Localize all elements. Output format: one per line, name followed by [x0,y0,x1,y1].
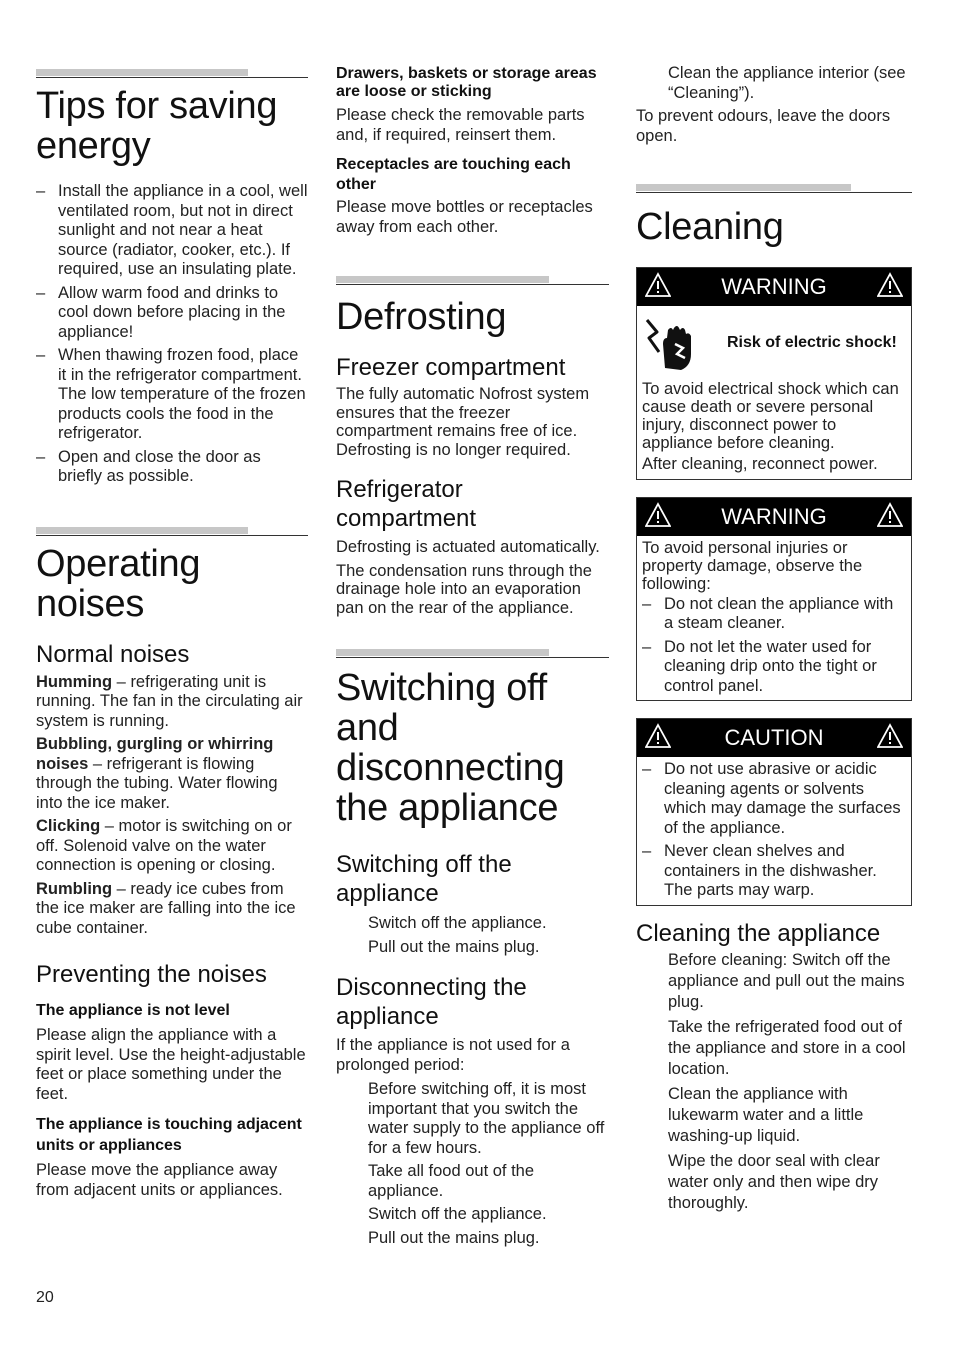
warning-header [637,268,911,306]
refrigerator-text-1: Defrosting is actuated automatically. [336,538,600,556]
warning-text: After cleaning, reconnect power. [642,455,878,473]
electric-shock-hand-icon [641,314,697,372]
section-rule [336,276,609,285]
switch-off-heading: Switching off the appliance [336,851,512,907]
warning-box-shock [636,267,912,480]
section-rule [336,649,609,658]
touching-text: Please move the appliance away from adjacent units or appliances. [36,1161,283,1199]
clicking-paragraph: Clicking – motor is switching on or off. Solenoid valve on the water connection is opening or closing. [36,817,292,874]
cleaning-title: Cleaning [636,206,784,248]
receptacles-text: Please move bottles or receptacles away from each other. [336,198,593,236]
column-3 [636,0,912,1214]
freezer-text: The fully automatic Nofrost system ensures that the freezer compartment remains free of ice. Defrosting is no longer required. [336,385,590,459]
refrigerator-text-2: The condensation runs through the drainage hole into an evaporation pan on the rear of the appliance. [336,561,592,617]
warning-header [637,498,911,536]
warning-box-injury [636,497,912,702]
step: Pull out the mains plug. [368,937,540,956]
tips-title: Tips for saving energy [36,85,278,167]
bubbling-paragraph: Bubbling, gurgling or whirring noises – refrigerant is flowing through the tubing. Water flowing into the ice maker. [36,735,278,812]
disconnect-intro: If the appliance is not used for a prolonged period: [336,1036,570,1074]
list-item: – Do not use abrasive or acidic cleaning agents or solvents which may damage the surfaces of the appliance. [642,760,906,838]
step: Before switching off, it is most important that you switch the water supply to the appliance off for a few hours. [368,1080,605,1157]
step: Switch off the appliance. [368,914,547,932]
receptacles-heading: Receptacles are touching each other [336,156,571,193]
risk-text: Risk of electric shock! [727,334,897,351]
warning-text: To avoid electrical shock which can cause death or severe personal injury, disconnect power to appliance before cleaning. [642,380,899,452]
step: Clean the appliance with lukewarm water and a little washing-up liquid. [668,1084,864,1145]
drawers-heading: Drawers, baskets or storage areas are loose or sticking [336,65,597,100]
section-rule [636,184,912,193]
not-level-heading: The appliance is not level [36,1002,230,1019]
step: Wipe the door seal with clear water only and then wipe dry thoroughly. [668,1151,880,1212]
noises-title: Operating noises [36,542,201,625]
drawers-text: Please check the removable parts and, if required, reinsert them. [336,106,585,144]
touching-heading: The appliance is touching adjacent units or appliances [36,1116,302,1154]
list-item: – Open and close the door as briefly as possible. [36,448,308,487]
section-rule [36,527,308,536]
column-2 [336,0,609,1248]
step: Take all food out of the appliance. [368,1162,535,1200]
freezer-heading: Freezer compartment [336,354,566,381]
normal-noises-heading: Normal noises [36,640,190,668]
step: Switch off the appliance. [368,1205,547,1223]
caution-header [637,719,911,757]
caution-box [636,718,912,906]
humming-paragraph: Humming – refrigerating unit is running. The fan in the circulating air system is running. [36,672,303,730]
odours-text: To prevent odours, leave the doors open. [636,107,891,145]
step: Before cleaning: Switch off the appliance and pull out the mains plug. [668,950,905,1011]
warning-triangle-icon [877,502,903,528]
switching-title: Switching off and disconnecting the appliance [336,667,565,829]
step: Take the refrigerated food out of the appliance and store in a cool location. [668,1017,906,1078]
list-item: – When thawing frozen food, place it in the refrigerator compartment. The low temperature of the frozen products cools the food in the refrigerator. [36,346,308,444]
list-item: – Install the appliance in a cool, well ventilated room, but not in direct sunlight and not near a heat source (radiator, cooker, etc.). If required, use an insulating plate. [36,182,308,280]
refrigerator-heading: Refrigerator compartment [336,476,477,532]
column-1 [36,0,308,1200]
cleaning-appliance-heading: Cleaning the appliance [636,919,881,947]
not-level-text: Please align the appliance with a spirit level. Use the height-adjustable feet or place something under the feet. [36,1026,306,1103]
section-rule [36,69,308,78]
defrosting-title: Defrosting [336,296,507,338]
page-number: 20 [36,1289,54,1306]
warning-label: WARNING [721,274,827,299]
caution-label: CAUTION [724,725,824,750]
warning-text: To avoid personal injuries or property damage, observe the following: [642,538,863,593]
step: Clean the appliance interior (see “Cleaning”). [668,64,906,102]
warning-triangle-icon [877,272,903,298]
warning-label: WARNING [721,503,827,529]
warning-triangle-icon [877,723,903,749]
list-item: – Never clean shelves and containers in the dishwasher. The parts may warp. [642,842,906,901]
rumbling-paragraph: Rumbling – ready ice cubes from the ice maker are falling into the ice cube container. [36,879,296,937]
list-item: – Do not let the water used for cleaning drip onto the tight or control panel. [642,638,906,697]
list-item: – Allow warm food and drinks to cool down before placing in the appliance! [36,284,308,343]
disconnect-heading: Disconnecting the appliance [336,974,527,1030]
step: Pull out the mains plug. [368,1228,540,1247]
list-item: – Do not clean the appliance with a steam cleaner. [642,595,906,634]
preventing-noises-heading: Preventing the noises [36,961,267,988]
